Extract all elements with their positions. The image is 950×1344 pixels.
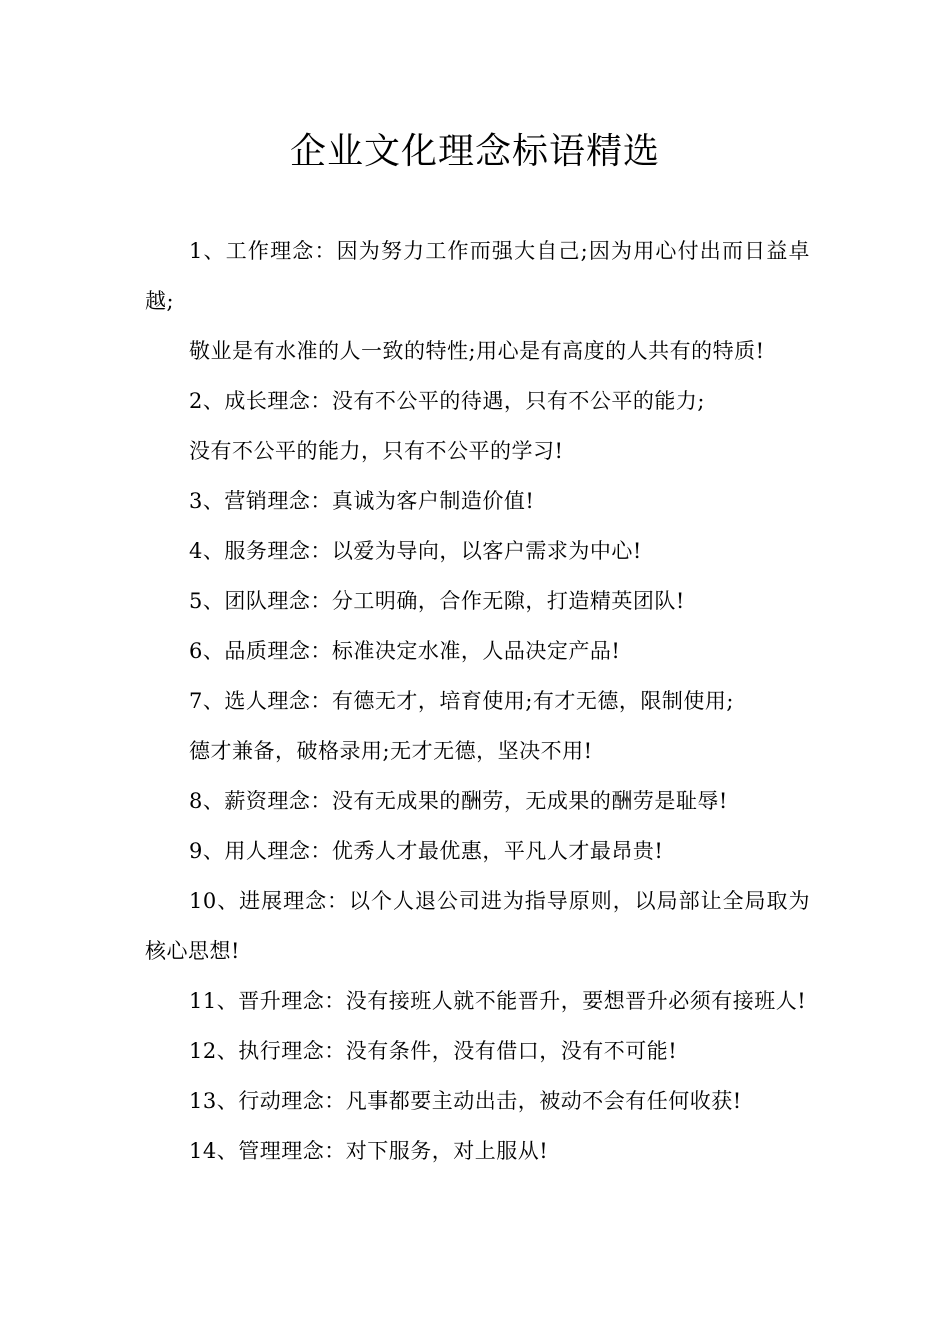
- paragraph-6: 4、服务理念：以爱为导向，以客户需求为中心!: [189, 539, 642, 563]
- page-title: 企业文化理念标语精选: [289, 131, 660, 172]
- paragraph-1: 1、工作理念：因为努力工作而强大自己;因为用心付出而日益卓越;: [145, 239, 810, 313]
- paragraph-17: 14、管理理念：对下服务，对上服从!: [189, 1139, 549, 1163]
- paragraph-8: 6、品质理念：标准决定水准，人品决定产品!: [189, 639, 621, 663]
- paragraph-9: 7、选人理念：有德无才，培育使用;有才无德，限制使用;: [189, 689, 735, 713]
- document-body: [145, 226, 810, 1176]
- paragraph-12: 9、用人理念：优秀人才最优惠，平凡人才最昂贵!: [189, 839, 664, 863]
- paragraph-15: 12、执行理念：没有条件，没有借口，没有不可能!: [189, 1039, 678, 1063]
- paragraph-4: 没有不公平的能力，只有不公平的学习!: [189, 439, 564, 463]
- paragraph-2: 敬业是有水准的人一致的特性;用心是有高度的人共有的特质!: [189, 339, 765, 363]
- paragraph-14: 11、晋升理念：没有接班人就不能晋升，要想晋升必须有接班人!: [189, 989, 807, 1013]
- paragraph-16: 13、行动理念：凡事都要主动出击，被动不会有任何收获!: [189, 1089, 742, 1113]
- paragraph-10: 德才兼备，破格录用;无才无德，坚决不用!: [189, 739, 593, 763]
- paragraph-13: 10、进展理念：以个人退公司进为指导原则，以局部让全局取为核心思想!: [145, 889, 810, 963]
- paragraph-5: 3、营销理念：真诚为客户制造价值!: [189, 489, 535, 513]
- paragraph-11: 8、薪资理念：没有无成果的酬劳，无成果的酬劳是耻辱!: [189, 789, 728, 813]
- paragraph-7: 5、团队理念：分工明确，合作无隙，打造精英团队!: [189, 589, 685, 613]
- paragraph-3: 2、成长理念：没有不公平的待遇，只有不公平的能力;: [189, 389, 705, 413]
